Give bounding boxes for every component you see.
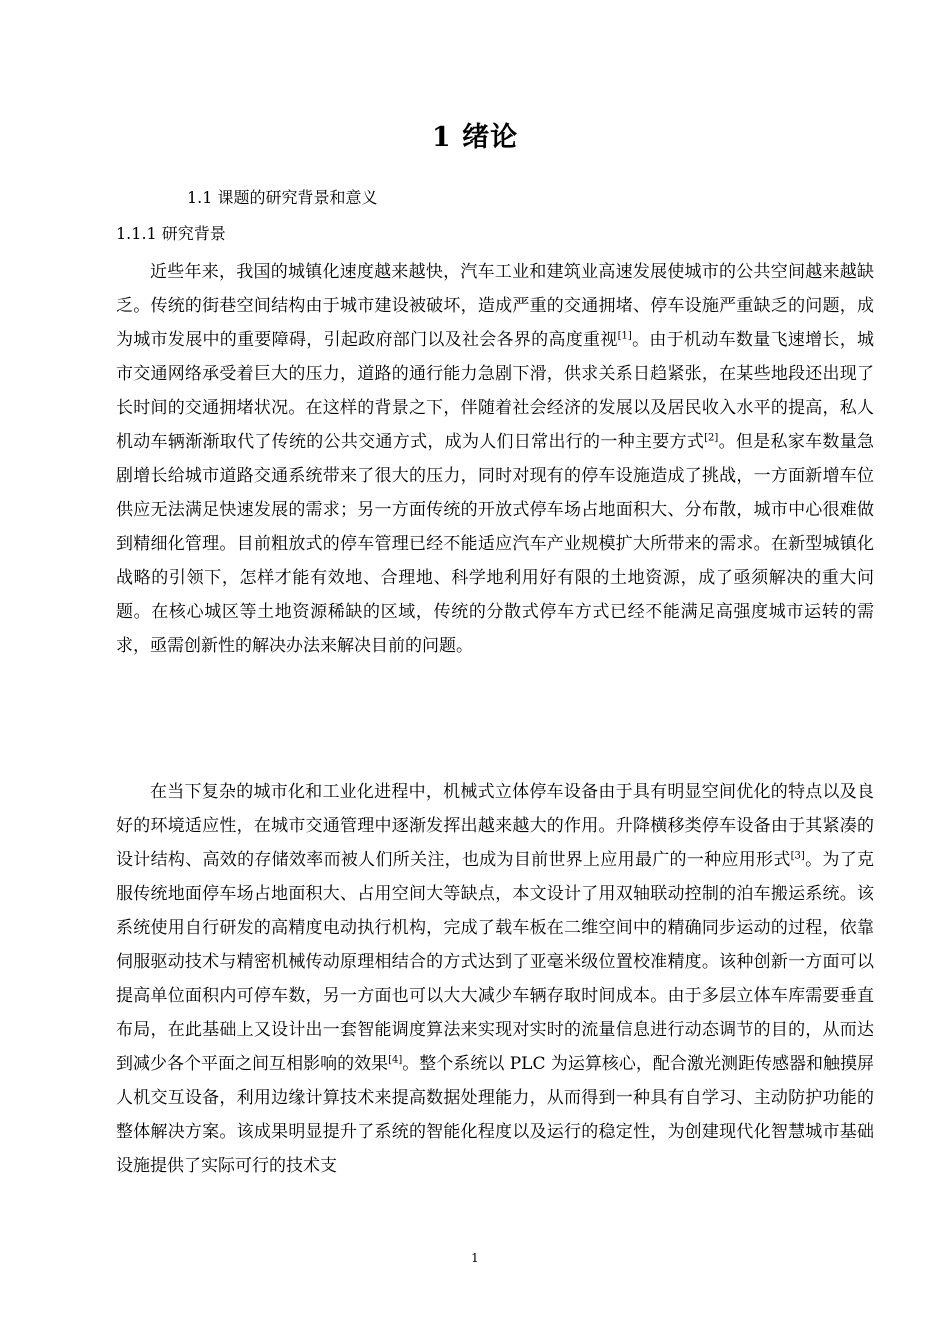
paragraph-text: 在当下复杂的城市化和工业化进程中，机械式立体停车设备由于具有明显空间优化的特点以及良好的环境适应性，在城市交通管理中逐渐发挥出越来越大的作用。升降横移类停车设备由于其紧凑的设计结构、高效的存储效率而被人们所关注，也成为目前世界上应用最广的一种应用形式 (116, 782, 874, 870)
paragraph-text: 。为了克服传统地面停车场占地面积大、占用空间大等缺点，本文设计了用双轴联动控制的泊车搬运系统。该系统使用自行研发的高精度电动执行机构，完成了载车板在二维空间中的精确同步运动的过程，依靠伺服驱动技术与精密机械传动原理相结合的方式达到了亚毫米级位置校准精度。该种创新一方面可以提高单位面积内可停车数，另一方面也可以大大减少车辆存取时间成本。由于多层立体车库需要垂直布局，在此基础上又设计出一套智能调度算法来实现对实时的流量信息进行动态调节的目的，从而达到减少各个平面之间互相影响的效果 (116, 850, 875, 1074)
body-paragraph-2 (116, 775, 874, 1183)
citation-reference: [4] (388, 1054, 403, 1066)
paragraph-text: 。但是私家车数量急剧增长给城市道路交通系统带来了很大的压力，同时对现有的停车设施造成了挑战，一方面新增车位供应无法满足快速发展的需求；另一方面传统的开放式停车场占地面积大、分布散，城市中心很难做到精细化管理。目前粗放式的停车管理已经不能适应汽车产业规模扩大所带来的需求。在新型城镇化战略的引领下，怎样才能有效地、合理地、科学地利用好有限的土地资源，成了亟须解决的重大问题。在核心城区等土地资源稀缺的区域，传统的分散式停车方式已经不能满足高强度城市运转的需求，亟需创新性的解决办法来解决目前的问题。 (116, 432, 875, 656)
paragraph-text: 近些年来，我国的城镇化速度越来越快，汽车工业和建筑业高速发展使城市的公共空间越来越缺乏。传统的街巷空间结构由于城市建设被破坏，造成严重的交通拥堵、停车设施严重缺乏的问题，成为城市发展中的重要障碍，引起政府部门以及社会各界的高度重视 (116, 262, 874, 350)
paragraph-text: 。由于机动车数量飞速增长，城市交通网络承受着巨大的压力，道路的通行能力急剧下滑，供求关系日趋紧张，在某些地段还出现了长时间的交通拥堵状况。在这样的背景之下，伴随着社会经济的发展以及居民收入水平的提高，私人机动车辆渐渐取代了传统的公共交通方式，成为人们日常出行的一种主要方式 (116, 330, 875, 452)
subsection-heading: 1.1.1 研究背景 (116, 224, 226, 243)
paragraph-text: 。整个系统以 PLC 为运算核心，配合激光测距传感器和触摸屏人机交互设备，利用边缘计算技术来提高数据处理能力，从而得到一种具有自学习、主动防护功能的整体解决方案。该成果明显提升了系统的智能化程度以及运行的稳定性，为创建现代化智慧城市基础设施提供了实际可行的技术支 (116, 1054, 874, 1176)
section-heading: 1.1 课题的研究背景和意义 (187, 188, 378, 207)
body-paragraph-1 (116, 255, 874, 663)
chapter-title: 1 绪论 (431, 122, 519, 153)
citation-reference: [3] (790, 850, 805, 862)
citation-reference: [1] (617, 330, 632, 342)
citation-reference: [2] (704, 432, 719, 444)
page-number: 1 (471, 1251, 479, 1265)
